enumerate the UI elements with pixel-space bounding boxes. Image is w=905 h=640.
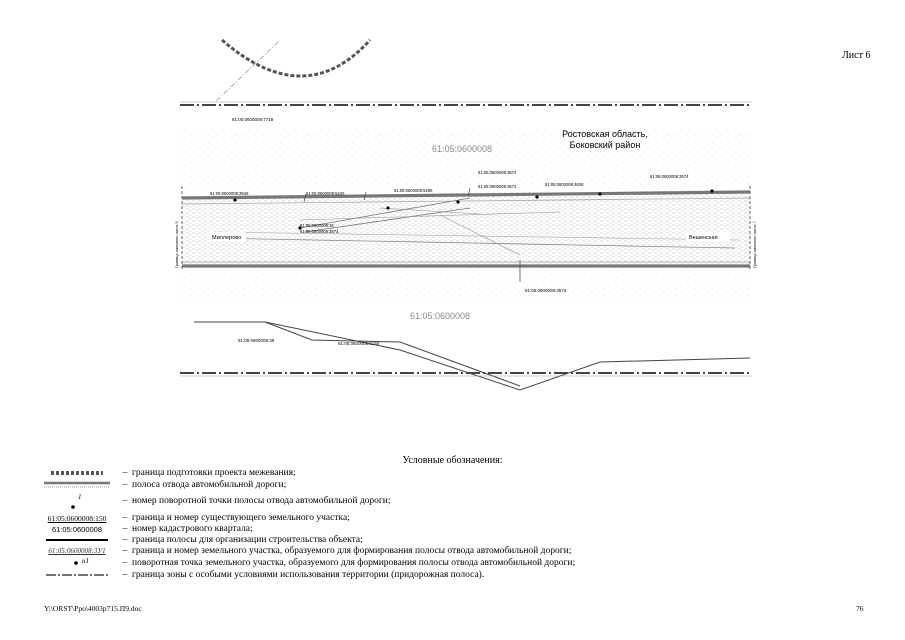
legend-symbol-turning-point: 1 xyxy=(36,491,118,511)
legend-text-new-parcel: граница и номер земельного участка, образуемого для формирования полосы отвода автомобильной дороги; xyxy=(132,546,572,556)
parcel-label-top-left: 61:05:0600008:7718 xyxy=(232,117,274,122)
lower-parcel-boundary xyxy=(194,322,750,390)
quarter-label-bottom: 61:05:0600008 xyxy=(409,311,471,321)
legend-row-new-parcel: 61:05:0600008:3У1 – граница и номер земельного участка, образуемого для формирования полосы отвода автомобильной дороги; xyxy=(36,545,571,557)
legend-symbol-new-parcel-point: н1 xyxy=(36,557,118,569)
legend-text-turning-point: номер поворотной точки полосы отвода автомобильной дороги; xyxy=(132,496,391,506)
footer-file-path: Y:\ORST\Ppo\4003p715.П9.doc xyxy=(44,604,142,613)
legend-symbol-cadastral-quarter: 61:05:0600008 xyxy=(51,524,103,534)
parcel-label-bottom-b: 61:05:0600008:3150 xyxy=(338,341,380,346)
legend-text-roadside-zone: граница зоны с особыми условиями использования территории (придорожная полоса). xyxy=(132,570,485,580)
legend-row-roadside-zone: – граница зоны с особыми условиями использования территории (придорожная полоса). xyxy=(36,569,484,581)
legend-text-project-boundary: граница подготовки проекта межевания; xyxy=(132,468,296,478)
legend-text-construction-strip: граница полосы для организации строительства объекта; xyxy=(132,535,363,545)
region-label-line2: Боковский район xyxy=(569,140,641,150)
parcel-label-road-4: 61:05:0600008:3574 xyxy=(478,170,517,175)
legend-text-new-parcel-point: поворотная точка земельного участка, образуемого для формирования полосы отвода автомобильной дороги; xyxy=(132,558,576,568)
parcel-label-road-5: 61:05:0600008:3574 xyxy=(478,184,517,189)
legend-symbol-existing-parcel: 61:05:0600008:150 xyxy=(47,513,107,523)
legend-text-existing-parcel: граница и номер существующего земельного участка; xyxy=(132,513,350,523)
page-number: 76 xyxy=(856,604,864,613)
legend-row-right-of-way: – полоса отвода автомобильной дороги; xyxy=(36,479,286,491)
legend-row-new-parcel-point: н1 – поворотная точка земельного участка, образуемого для формирования полосы отвода автомобильной дороги; xyxy=(36,557,575,569)
parcel-label-road-1: 61:05:0600008:3948 xyxy=(210,191,249,196)
legend-row-cadastral-quarter: 61:05:0600008 – номер кадастрового квартала; xyxy=(36,523,253,535)
project-boundary-curve xyxy=(222,40,370,76)
legend-title: Условные обозначения: xyxy=(402,455,503,466)
legend-row-project-boundary: – граница подготовки проекта межевания; xyxy=(36,467,296,479)
legend-symbol-new-parcel: 61:05:0600008:3У1 xyxy=(48,547,106,555)
region-label-line1: Ростовская область, xyxy=(562,129,648,139)
sheet-label: Лист 6 xyxy=(842,50,871,61)
legend-row-construction-strip: – граница полосы для организации строительства объекта; xyxy=(36,534,363,546)
legend-symbol-roadside-zone xyxy=(36,569,118,581)
parcel-label-road-3: 61:05:0600008:5495 xyxy=(394,188,433,193)
legend-symbol-project-boundary xyxy=(36,467,118,479)
side-label-right: Граница смежного листа 7 xyxy=(753,221,757,268)
legend-row-turning-point: 1 – номер поворотной точки полосы отвода автомобильной дороги; xyxy=(36,491,391,511)
parcel-label-road-2: 61:05:0600008:5425 xyxy=(306,191,345,196)
parcel-label-bottom-a: 61:05:0600008:39 xyxy=(238,338,275,343)
side-label-left: Граница смежного листа 5 xyxy=(175,221,179,268)
legend-row-existing-parcel: 61:05:0600008:150 – граница и номер существующего земельного участка; xyxy=(36,512,350,524)
legend-text-right-of-way: полоса отвода автомобильной дороги; xyxy=(132,480,287,490)
road-label-right: Вешенская xyxy=(689,235,718,241)
legend-symbol-right-of-way xyxy=(36,479,118,491)
road-label-left: Миллерово xyxy=(212,235,242,241)
parcel-label-road-7: 61:05:0600008:3574 xyxy=(650,174,689,179)
parcel-label-road-6: 61:05:0600008:4628 xyxy=(545,182,584,187)
quarter-label-top: 61:05:0600008 xyxy=(431,144,493,154)
parcel-line-diagonal xyxy=(215,42,278,102)
parcel-label-center-b: 61:05:0600008:3574 xyxy=(300,229,339,234)
road-corridor-fill xyxy=(182,190,750,268)
parcel-label-lower: 61:05:0600008:3574 xyxy=(525,288,567,293)
legend-text-cadastral-quarter: номер кадастрового квартала; xyxy=(132,524,253,534)
parcel-label-center-a: 61:05:0600008:16 xyxy=(300,223,334,228)
